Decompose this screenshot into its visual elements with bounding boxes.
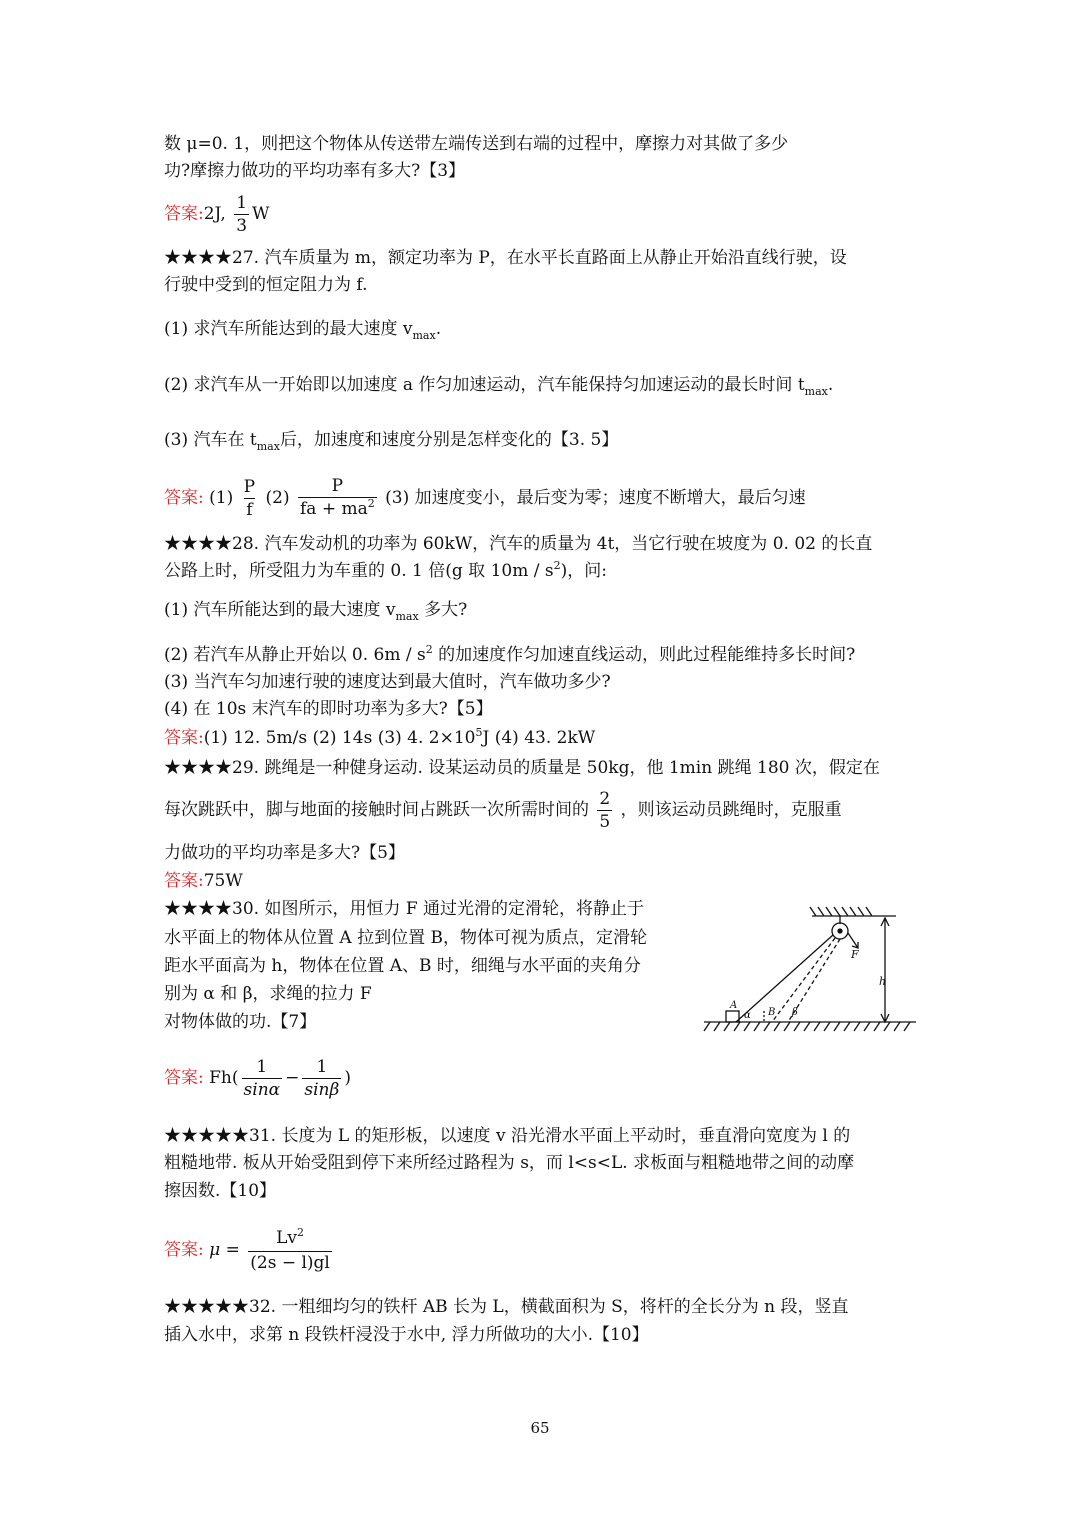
p28-q1-text: (1) 汽车所能达到的最大速度 v <box>164 600 396 620</box>
ceiling-hatch <box>834 907 840 916</box>
ceiling-hatch <box>866 907 872 916</box>
ceiling-hatch <box>858 907 864 916</box>
p32-line-1: ★★★★★32. 一粗细均匀的铁杆 AB 长为 L，横截面积为 S，将杆的全长分为 n 段，竖直 <box>164 1297 849 1317</box>
p27-line-2: 行驶中受到的恒定阻力为 f. <box>164 275 368 295</box>
answer-label: 答案: <box>164 204 204 224</box>
p27-q3-sub: max <box>256 440 280 453</box>
numerator: 1 <box>256 1057 268 1077</box>
denominator: sinβ <box>304 1080 340 1100</box>
label-F: F <box>851 948 859 961</box>
p27-question-1 <box>164 317 441 343</box>
answer-label: 答案: <box>164 488 204 508</box>
label-A: A <box>730 1000 738 1011</box>
p31-num-sup: 2 <box>297 1226 305 1239</box>
p28-line2-text: 公路上时，所受阻力为车重的 0. 1 倍(g 取 10m / s <box>164 561 554 581</box>
p27-q2-end: . <box>827 375 834 395</box>
p27-q3-end: 后，加速度和速度分别是怎样变化的【3. 5】 <box>279 430 619 450</box>
p27-q3-text: (3) 汽车在 t <box>164 430 257 450</box>
ceiling-hatch <box>818 907 824 916</box>
answer-label: 答案: <box>164 1068 204 1088</box>
answer-label: 答案: <box>164 1240 204 1260</box>
ceiling-hatch <box>850 907 856 916</box>
numerator: 1 <box>236 193 248 213</box>
p27-q2-text: (2) 求汽车从一开始即以加速度 a 作匀加速运动，汽车能保持匀加速运动的最长时间 t <box>164 375 805 395</box>
p31-line-3: 擦因数.【10】 <box>164 1181 277 1201</box>
p28-q2-text: (2) 若汽车从静止开始以 0. 6m / s <box>164 645 426 665</box>
ground-hatch <box>884 1022 890 1031</box>
p30-answer <box>164 1050 351 1106</box>
p28-answer <box>164 726 595 752</box>
p27-a3-text: (3) 加速度变小，最后变为零；速度不断增大，最后匀速 <box>385 488 806 508</box>
p27-q1-text: (1) 求汽车所能达到的最大速度 v <box>164 319 413 339</box>
p27-a1-fraction <box>242 476 257 521</box>
ground-hatch <box>844 1022 850 1031</box>
p26-answer-unit: W <box>252 204 270 224</box>
ground-hatch <box>864 1022 870 1031</box>
p27-a2-den-sup: 2 <box>367 497 375 510</box>
p30-line-2: 水平面上的物体从位置 A 拉到位置 B，物体可视为质点，定滑轮 <box>164 928 647 948</box>
p31-num-text: Lv <box>276 1228 298 1248</box>
denominator: sinα <box>243 1080 281 1100</box>
label-alpha: α <box>744 1010 751 1021</box>
p28-q2-end: 的加速度作匀加速直线运动，则此过程能维持多长时间? <box>438 645 856 665</box>
ceiling-hatch <box>810 907 816 916</box>
ground-hatch <box>784 1022 790 1031</box>
p27-q1-sub: max <box>412 329 436 342</box>
label-B: B <box>768 1007 776 1018</box>
ground-hatch <box>754 1022 760 1031</box>
ground-hatch <box>904 1022 910 1031</box>
p27-a1-label: (1) <box>209 488 234 508</box>
denominator <box>298 497 377 522</box>
p31-line-1: ★★★★★31. 长度为 L 的矩形板，以速度 v 沿光滑水平面上平动时，垂直滑向宽度为 l 的 <box>164 1126 851 1146</box>
ground-hatch <box>734 1022 740 1031</box>
p28-answer-text: (1) 12. 5m/s (2) 14s (3) 4. 2×10 <box>203 728 476 748</box>
p30-line-3: 距水平面高为 h，物体在位置 A、B 时，细绳与水平面的夹角分 <box>164 956 641 976</box>
pulley-center <box>838 929 842 933</box>
answer-label: 答案: <box>164 871 204 891</box>
ground-hatch <box>774 1022 780 1031</box>
numerator: 2 <box>599 789 611 809</box>
numerator <box>274 1227 306 1251</box>
ground-hatch <box>804 1022 810 1031</box>
ground-hatch <box>854 1022 860 1031</box>
p28-q2-sup: 2 <box>425 643 433 656</box>
p28-line2-end: )，问: <box>560 561 607 581</box>
answer-label: 答案: <box>164 728 204 748</box>
p28-question-1 <box>164 598 467 624</box>
p27-a2-fraction <box>298 475 377 522</box>
mu-symbol: μ = <box>209 1240 240 1260</box>
p28-line-1: ★★★★28. 汽车发动机的功率为 60kW，汽车的质量为 4t，当它行驶在坡度为 0. 02 的长直 <box>164 534 873 554</box>
p28-question-3: (3) 当汽车匀加速行驶的速度达到最大值时，汽车做功多少? <box>164 672 611 692</box>
p28-line2-sup: 2 <box>553 559 561 572</box>
numerator: 1 <box>316 1057 328 1077</box>
ground-hatch <box>814 1022 820 1031</box>
page-number: 65 <box>530 1419 550 1437</box>
p28-answer-sup: 5 <box>475 726 483 739</box>
denominator: (2s − l)gl <box>250 1253 330 1273</box>
p30-line-5: 对物体做的功.【7】 <box>164 1012 317 1032</box>
ceiling-hatch <box>826 907 832 916</box>
p27-answer <box>164 472 806 524</box>
p30-fraction-1 <box>242 1056 283 1101</box>
p30-fraction-2 <box>302 1056 341 1101</box>
p27-q1-end: . <box>435 319 442 339</box>
p31-line-2: 粗糙地带. 板从开始受阻到停下来所经过路程为 s，而 l<s<L. 求板面与粗糙地带之间的动摩 <box>164 1153 855 1173</box>
ground-hatch <box>894 1022 900 1031</box>
ground-hatch <box>874 1022 880 1031</box>
p27-q2-sub: max <box>804 385 828 398</box>
p30-answer-prefix: Fh( <box>209 1068 239 1088</box>
p29-fraction <box>597 788 612 833</box>
p27-question-2 <box>164 373 833 399</box>
ground-hatch <box>834 1022 840 1031</box>
rope-at-A <box>736 935 833 1022</box>
p26-answer <box>164 190 270 238</box>
p28-line-2 <box>164 559 607 585</box>
p29-answer <box>164 869 243 893</box>
ground-hatch <box>744 1022 750 1031</box>
ground-hatch <box>724 1022 730 1031</box>
ground-hatch <box>824 1022 830 1031</box>
rope-at-B <box>772 938 835 1022</box>
ground-hatch <box>764 1022 770 1031</box>
p28-question-2 <box>164 643 855 669</box>
denominator: 5 <box>599 812 611 832</box>
p26-answer-fraction <box>234 192 249 237</box>
p27-line-1: ★★★★27. 汽车质量为 m，额定功率为 P，在水平长直路面上从静止开始沿直线行驶，设 <box>164 248 847 268</box>
p26-line-1: 数 μ=0. 1，则把这个物体从传送带左端传送到右端的过程中，摩擦力对其做了多少 <box>164 134 789 154</box>
denominator: f <box>246 500 253 520</box>
p31-answer <box>164 1222 335 1278</box>
numerator: P <box>243 477 256 497</box>
p26-answer-value: 2J, <box>203 204 226 224</box>
ground-hatch <box>714 1022 720 1031</box>
minus-sign: − <box>285 1068 300 1088</box>
p30-line-1: ★★★★30. 如图所示，用恒力 F 通过光滑的定滑轮，将静止于 <box>164 899 645 919</box>
ground-hatch <box>794 1022 800 1031</box>
p26-line-2: 功?摩擦力做功的平均功率有多大?【3】 <box>164 161 466 181</box>
p27-a2-den-text: fa + ma <box>300 499 368 519</box>
denominator: 3 <box>236 216 248 236</box>
p27-a2-label: (2) <box>265 488 290 508</box>
p31-fraction <box>248 1227 332 1274</box>
p29-answer-value: 75W <box>203 871 243 891</box>
p30-answer-suffix: ) <box>344 1068 351 1088</box>
label-h: h <box>879 975 887 988</box>
p28-q1-sub: max <box>395 610 419 623</box>
ground-hatch <box>704 1022 710 1031</box>
ceiling-hatch <box>842 907 848 916</box>
p29-line2-end: ，则该运动员跳绳时，克服重 <box>620 800 842 820</box>
numerator: P <box>331 476 344 496</box>
p30-line-4: 别为 α 和 β，求绳的拉力 F <box>164 984 372 1004</box>
p28-q1-end: 多大? <box>424 600 468 620</box>
p29-line-1: ★★★★29. 跳绳是一种健身运动. 设某运动员的质量是 50kg，他 1min 跳绳 180 次，假定在 <box>164 758 880 778</box>
pulley-figure <box>700 900 920 1050</box>
p28-question-4: (4) 在 10s 末汽车的即时功率为多大?【5】 <box>164 699 493 719</box>
p29-line-2 <box>164 784 842 836</box>
p27-question-3 <box>164 428 618 454</box>
p32-line-2: 插入水中，求第 n 段铁杆浸没于水中, 浮力所做功的大小.【10】 <box>164 1325 649 1345</box>
p29-line2-text: 每次跳跃中，脚与地面的接触时间占跳跃一次所需时间的 <box>164 800 589 820</box>
label-beta: β <box>792 1007 798 1018</box>
p29-line-3: 力做功的平均功率是多大?【5】 <box>164 843 405 863</box>
p28-answer-end: J (4) 43. 2kW <box>482 728 596 748</box>
